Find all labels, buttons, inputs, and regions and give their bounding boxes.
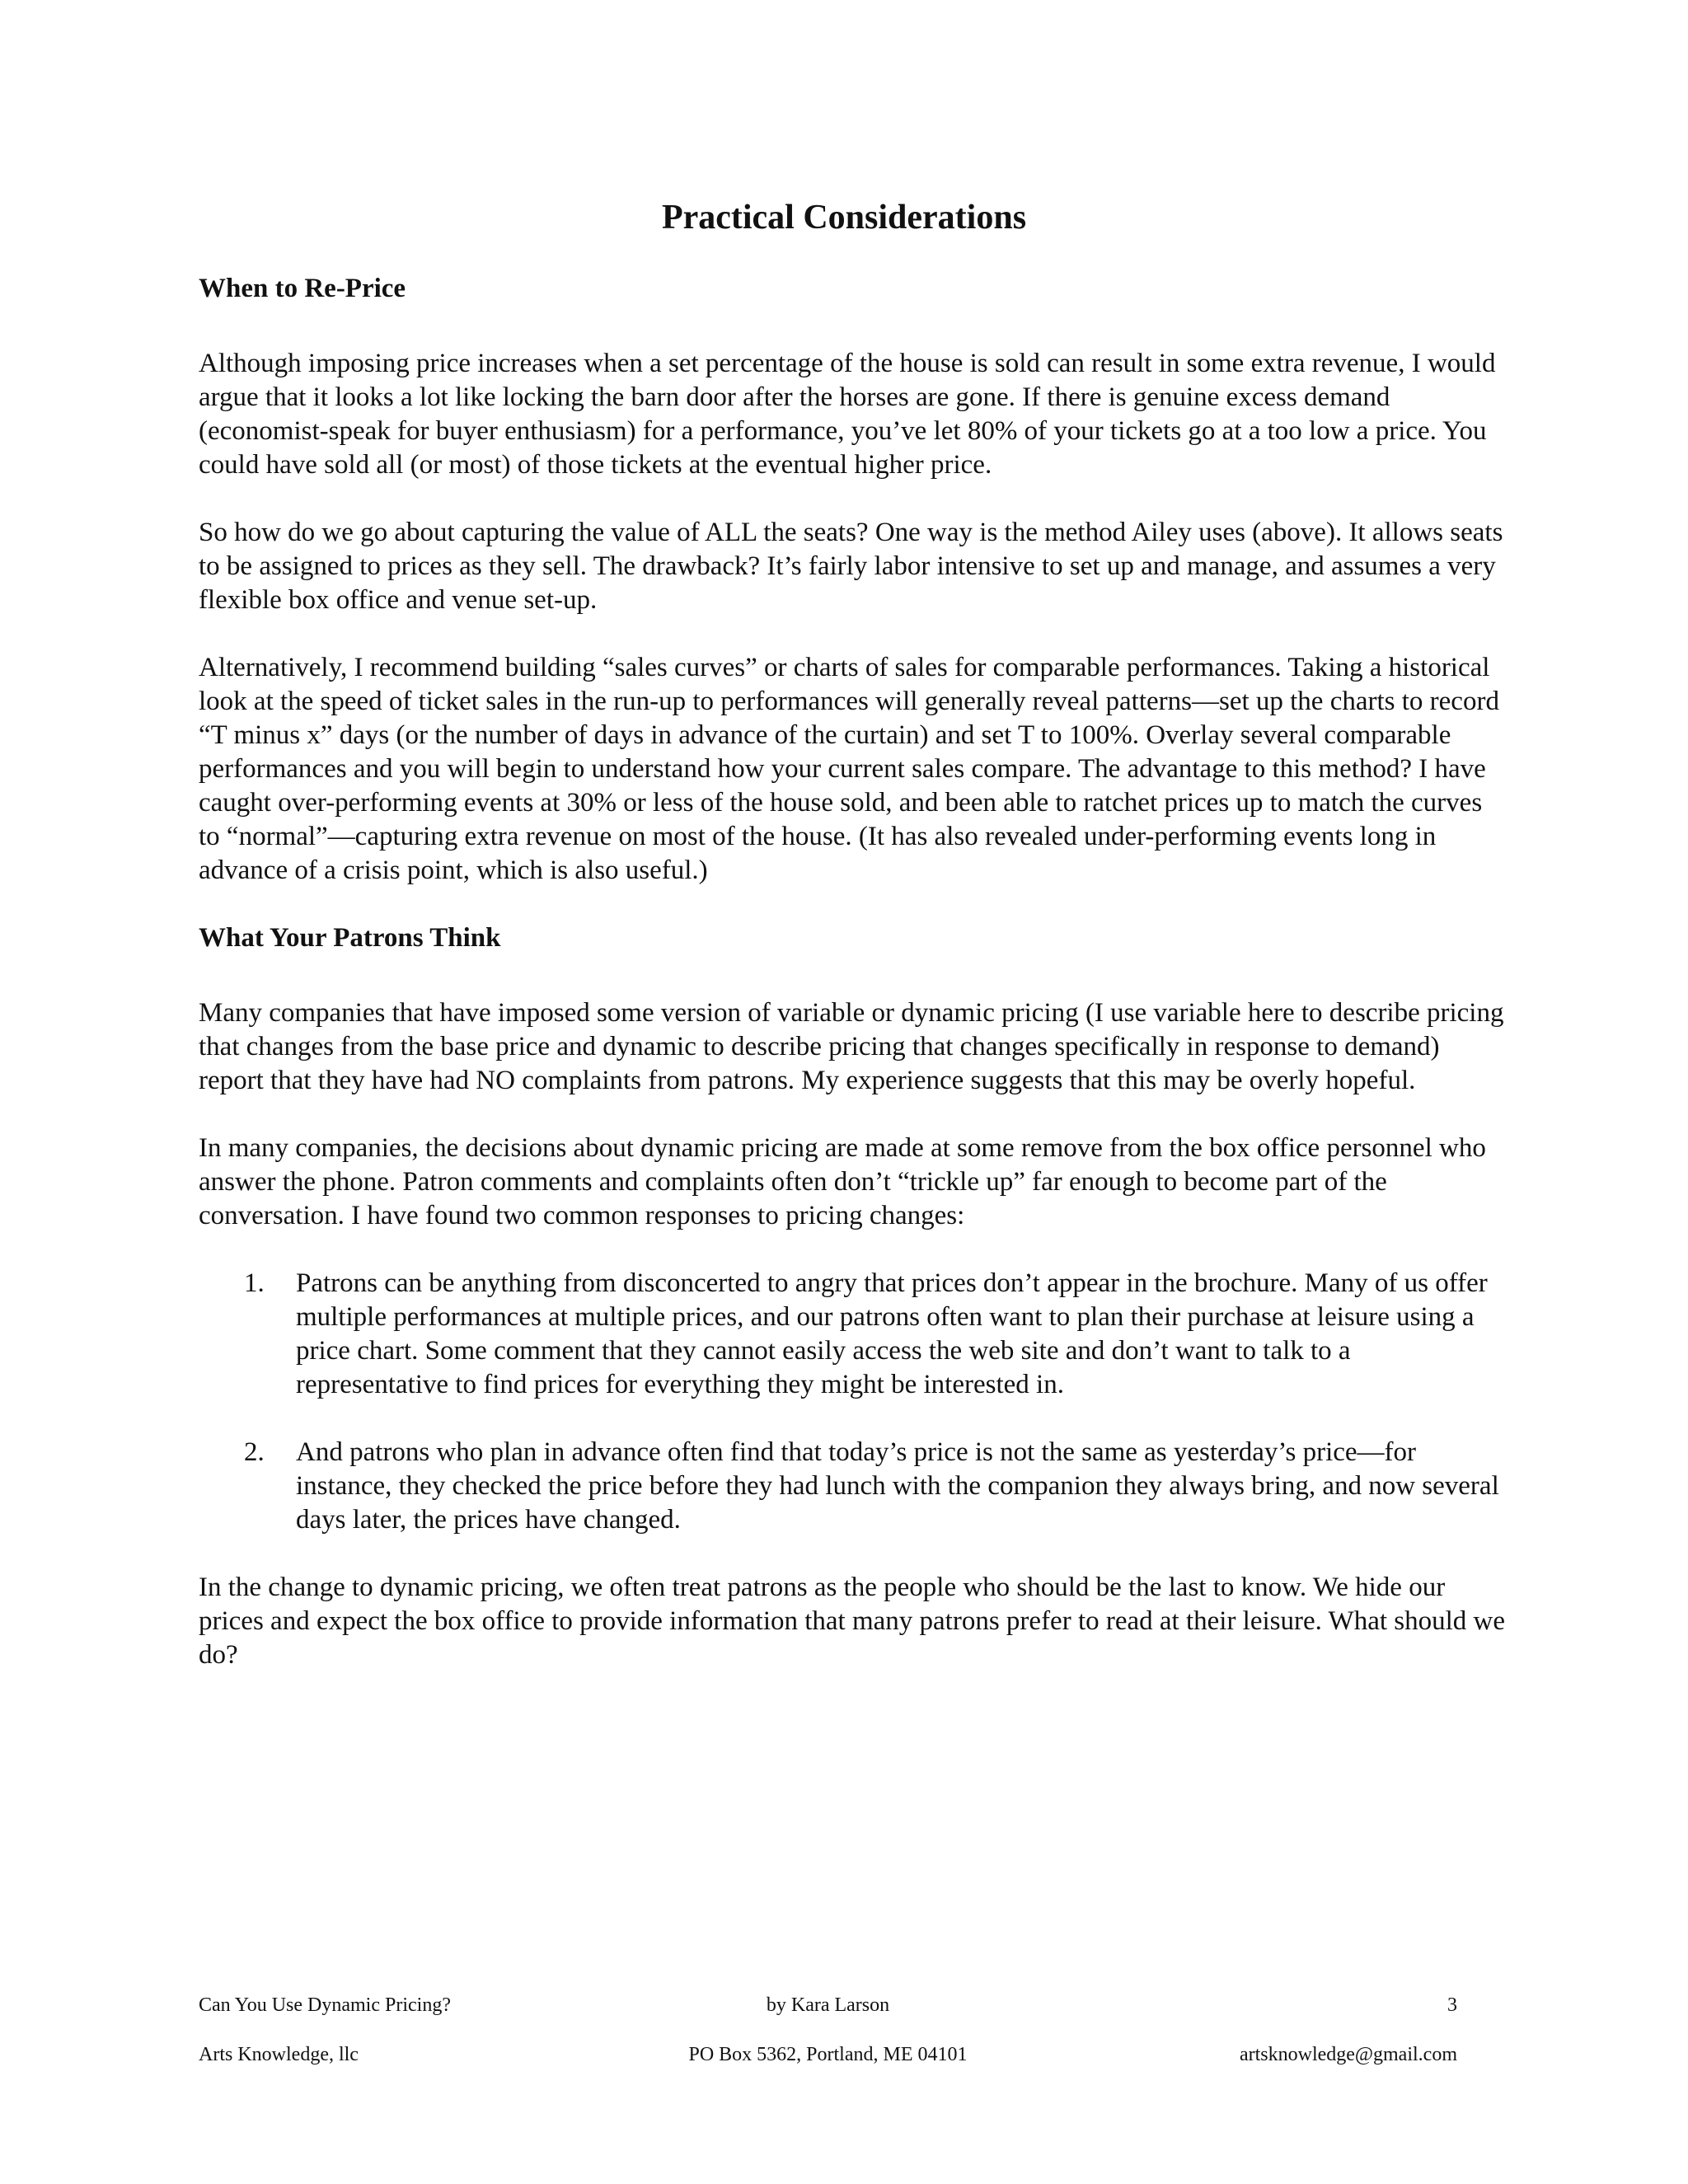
section-heading-what-your-patrons-think: What Your Patrons Think xyxy=(199,923,501,953)
section-heading-when-to-reprice: When to Re-Price xyxy=(199,274,406,303)
footer-email: artsknowledge@gmail.com xyxy=(1239,2044,1457,2065)
list-item-number: 1. xyxy=(244,1268,265,1298)
footer-page-number: 3 xyxy=(1447,1994,1457,2016)
paragraph: Many companies that have imposed some version of variable or dynamic pricing (I use variable here to describe pricing that changes from the base price and dynamic to describe pricing that changes specifically in response to demand) report that they have had NO complaints from patrons. My experience suggests that this may be overly hopeful. xyxy=(199,998,1504,1095)
numbered-list xyxy=(199,1267,1509,1537)
footer-bottom-row xyxy=(199,2044,1457,2066)
footer-company: Arts Knowledge, llc xyxy=(199,2044,359,2065)
footer-document-title: Can You Use Dynamic Pricing? xyxy=(199,1994,451,2016)
paragraph: Although imposing price increases when a set percentage of the house is sold can result in some extra revenue, I would argue that it looks a lot like locking the barn door after the horses are gone. If there is genuine excess demand (economist-speak for buyer enthusiasm) for a performance, you’ve let 80% of your tickets go at a too low a price. You could have sold all (or most) of those tickets at the eventual higher price. xyxy=(199,349,1496,480)
list-item-text: And patrons who plan in advance often find that today’s price is not the same as yesterday’s price—for instance, they checked the price before they had lunch with the companion they always bring, and now several days later, the prices have changed. xyxy=(296,1437,1499,1535)
list-item-number: 2. xyxy=(244,1437,265,1467)
footer-top-row xyxy=(199,1994,1457,2017)
footer-address: PO Box 5362, Portland, ME 04101 xyxy=(688,2044,968,2065)
paragraph: Alternatively, I recommend building “sales curves” or charts of sales for comparable performances. Taking a historical look at the speed of ticket sales in the run-up to performances will generally reveal patterns—set up the charts to record “T minus x” days (or the number of days in advance of the curtain) and set T to 100%. Overlay several comparable performances and you will begin to understand how your current sales compare. The advantage to this method? I have caught over-performing events at 30% or less of the house sold, and been able to ratchet prices up to match the curves to “normal”—capturing extra revenue on most of the house. (It has also revealed under-performing events long in advance of a crisis point, which is also useful.) xyxy=(199,653,1499,885)
footer-author: by Kara Larson xyxy=(766,1994,890,2016)
paragraph: So how do we go about capturing the value of ALL the seats? One way is the method Ailey uses (above). It allows seats to be assigned to prices as they sell. The drawback? It’s fairly labor intensive to set up and manage, and assumes a very flexible box office and venue set-up. xyxy=(199,518,1503,615)
list-item-text: Patrons can be anything from disconcerted to angry that prices don’t appear in the brochure. Many of us offer multiple performances at multiple prices, and our patrons often want to plan their purchase at leisure using a price chart. Some comment that they cannot easily access the web site and don’t want to talk to a representative to find prices for everything they might be interested in. xyxy=(296,1268,1488,1399)
document-body xyxy=(199,272,1509,1706)
page-title: Practical Considerations xyxy=(661,199,1027,237)
list-item xyxy=(199,1436,1509,1537)
closing-paragraph: In the change to dynamic pricing, we often treat patrons as the people who should be the last to know. We hide our prices and expect the box office to provide information that many patrons prefer to read at their leisure. What should we do? xyxy=(199,1572,1505,1670)
list-item xyxy=(199,1267,1509,1402)
paragraph: In many companies, the decisions about dynamic pricing are made at some remove from the box office personnel who answer the phone. Patron comments and complaints often don’t “trickle up” far enough to become part of the conversation. I have found two common responses to pricing changes: xyxy=(199,1133,1486,1230)
